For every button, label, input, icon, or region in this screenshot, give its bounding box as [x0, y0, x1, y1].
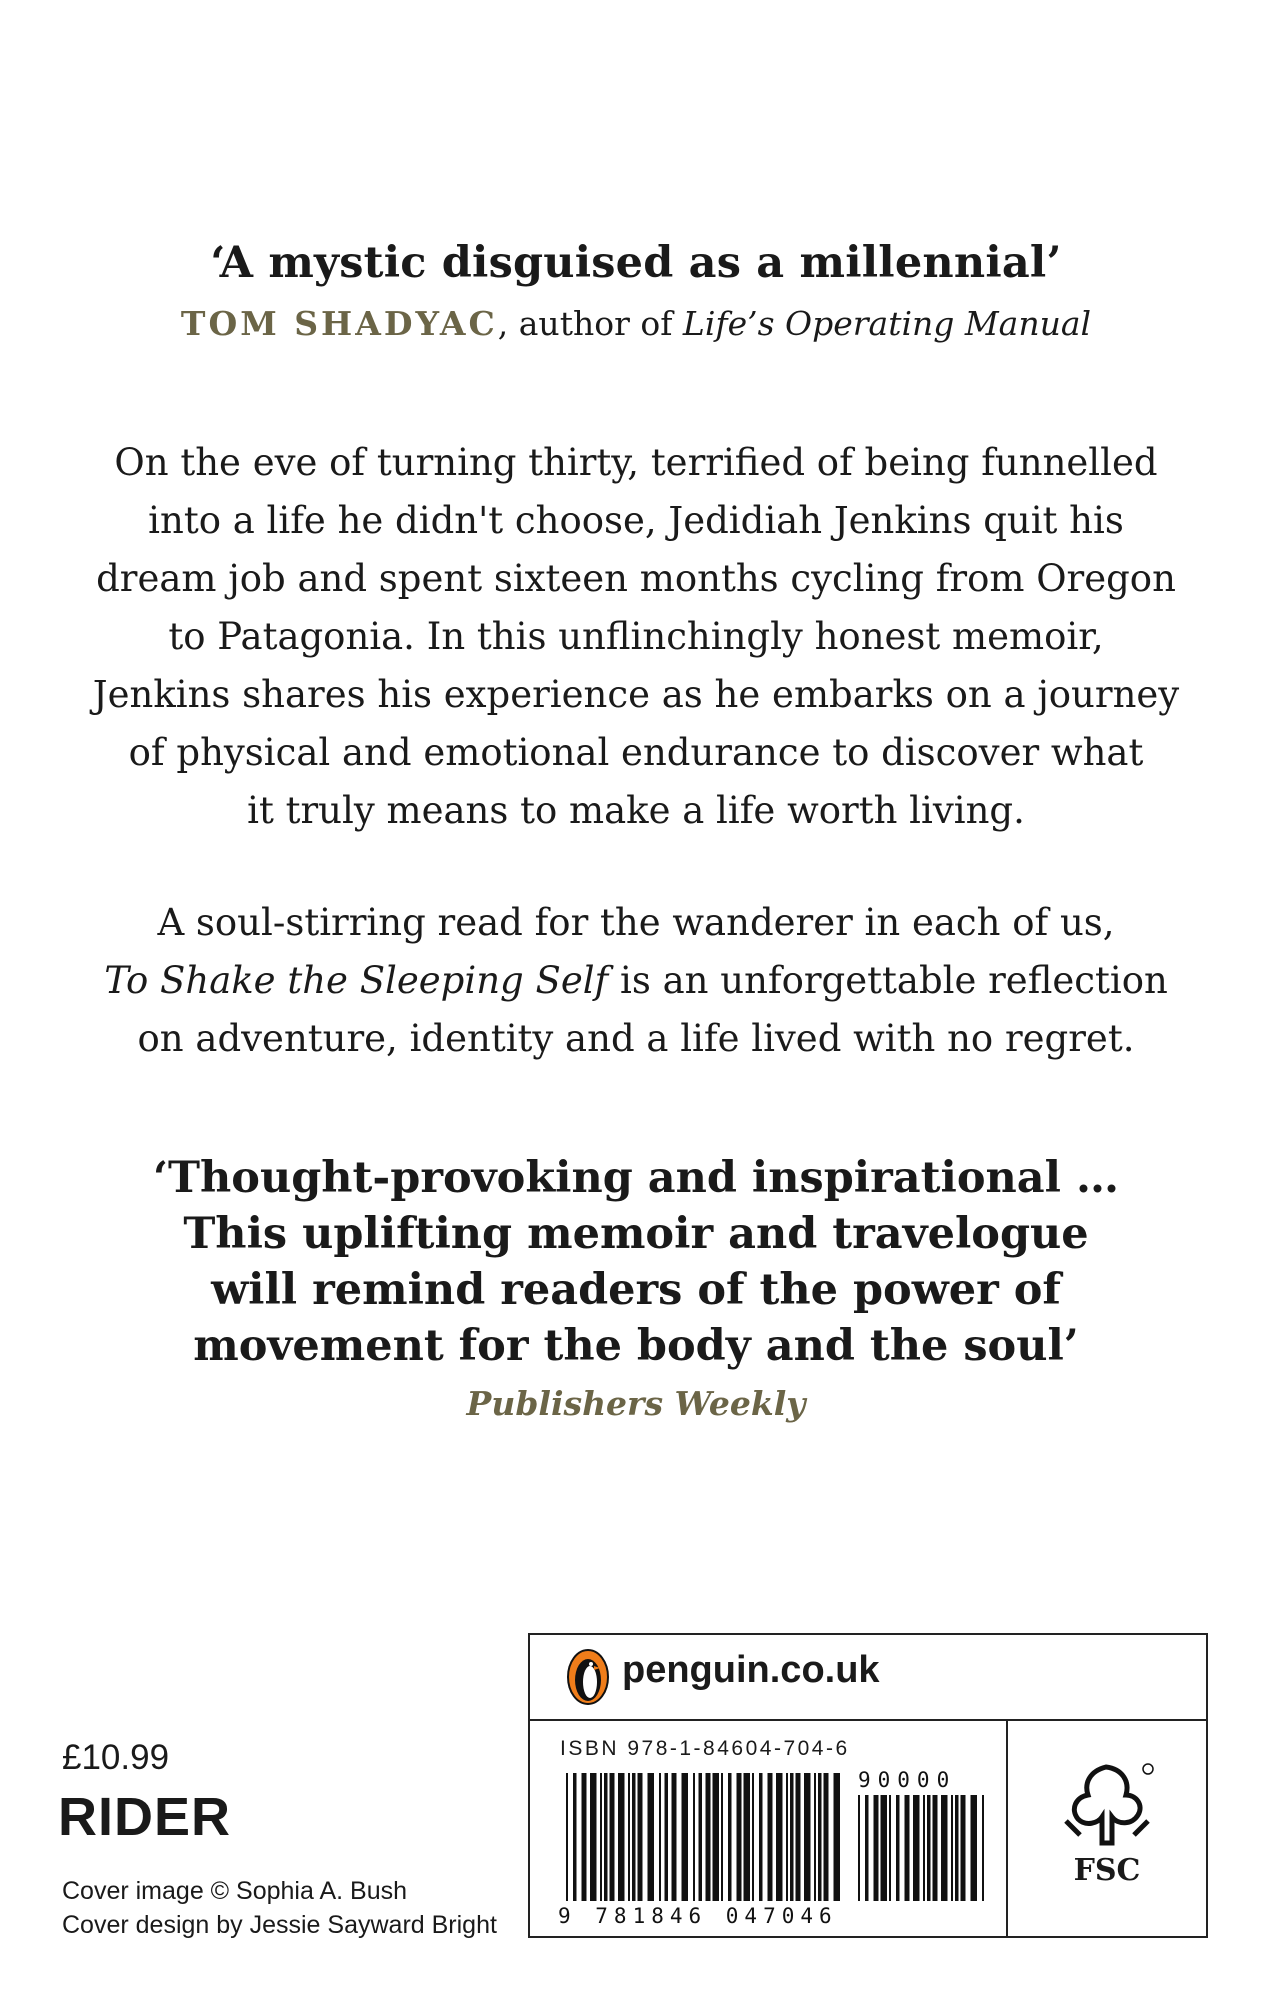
blurb-line: A soul-stirring read for the wanderer in each of us, [157, 901, 1115, 944]
barcode-icon [544, 1765, 994, 1925]
barcode-bar [933, 1795, 938, 1901]
review-source: Publishers Weekly [466, 1384, 806, 1423]
quote-author: TOM SHADYAC [180, 304, 498, 343]
barcode-bar [648, 1773, 655, 1901]
barcode-bar [590, 1773, 597, 1901]
blurb-line [0, 952, 1272, 1010]
barcode-bar [790, 1773, 794, 1901]
barcode-bar [814, 1773, 816, 1901]
barcode-bar [638, 1773, 643, 1901]
top-quote: ‘A mystic disguised as a millennial’ [210, 238, 1062, 288]
barcode-area [530, 1721, 1008, 1936]
barcode-bar [961, 1795, 966, 1901]
barcode-bar [889, 1795, 891, 1901]
fsc-tree-icon [1060, 1761, 1156, 1851]
isbn-number: ISBN 978-1-84604-704-6 [560, 1737, 850, 1760]
barcode-bar [665, 1773, 669, 1901]
barcode-bar [824, 1773, 829, 1901]
author-book-title: Life’s Operating Manual [682, 304, 1092, 343]
barcode-bar [941, 1795, 948, 1901]
blurb-line: On the eve of turning thirty, terrified of being funnelled [114, 441, 1158, 484]
barcode-box [528, 1633, 1208, 1938]
top-quote-attribution [0, 304, 1272, 343]
barcode-bar [721, 1773, 723, 1901]
barcode-bar [818, 1773, 822, 1901]
blurb-text: is an unforgettable reflection [608, 959, 1168, 1002]
blurb-paragraph-2 [0, 894, 1272, 1068]
barcode-bar [971, 1795, 978, 1901]
barcode-bar [874, 1795, 879, 1901]
barcode-bar [927, 1795, 931, 1901]
blurb-line: dream job and spent sixteen months cycling from Oregon [96, 557, 1176, 600]
barcode-bar [896, 1795, 900, 1901]
price: £10.99 [62, 1738, 170, 1777]
barcode-bar [786, 1773, 788, 1901]
barcode-bar [865, 1795, 869, 1901]
fsc-area [1008, 1721, 1206, 1936]
blurb-line: it truly means to make a life worth living. [247, 789, 1025, 832]
barcode-bar [951, 1795, 953, 1901]
barcode-bar [672, 1773, 677, 1901]
barcode-bar [759, 1773, 763, 1901]
blurb-line: into a life he didn't choose, Jedidiah Jenkins quit his [148, 499, 1124, 542]
barcode-bar [804, 1773, 811, 1901]
review-quote [0, 1150, 1272, 1374]
website-row [530, 1635, 1206, 1721]
barcode-bar [706, 1773, 711, 1901]
barcode-bar [834, 1773, 841, 1901]
barcode-bar [618, 1773, 625, 1901]
barcode-bar [796, 1773, 801, 1901]
penguin-logo-icon [566, 1648, 610, 1710]
blurb-line: on adventure, identity and a life lived with no regret. [137, 1017, 1135, 1060]
barcode-bar [923, 1795, 925, 1901]
barcode-bar [604, 1773, 608, 1901]
barcode-bar [905, 1795, 910, 1901]
book-title: To Shake the Sleeping Self [104, 959, 609, 1002]
barcode-bar [955, 1795, 959, 1901]
barcode-bar [713, 1773, 720, 1901]
barcode-bar [913, 1795, 920, 1901]
barcode-bar [982, 1795, 984, 1901]
barcode-bar [752, 1773, 754, 1901]
barcode-bar [682, 1773, 689, 1901]
cover-credits [62, 1874, 497, 1942]
fsc-label: FSC [1073, 1853, 1141, 1888]
blurb-line: Jenkins shares his experience as he embarks on a journey [92, 673, 1180, 716]
barcode-bar [566, 1773, 568, 1901]
publisher-logo: RIDER [58, 1787, 232, 1847]
cover-image-credit: Cover image © Sophia A. Bush [62, 1877, 407, 1905]
barcode-bar [744, 1773, 751, 1901]
barcode-bar [659, 1773, 661, 1901]
review-line: will remind readers of the power of [211, 1265, 1061, 1315]
author-suffix: , author of [497, 304, 683, 343]
blurb-paragraph-1 [0, 434, 1272, 840]
barcode-bar [628, 1773, 630, 1901]
blurb-line: of physical and emotional endurance to discover what [128, 731, 1144, 774]
barcode-bar [768, 1773, 773, 1901]
review-line: movement for the body and the soul’ [193, 1321, 1079, 1371]
blurb-line: to Patagonia. In this unflinchingly honest memoir, [168, 615, 1104, 658]
barcode-bar [693, 1773, 695, 1901]
review-line: ‘Thought-provoking and inspirational … [153, 1153, 1119, 1203]
barcode-bar [728, 1773, 732, 1901]
barcode-bar [582, 1773, 587, 1901]
price-code: 90000 [858, 1768, 957, 1792]
review-line: This uplifting memoir and travelogue [183, 1209, 1089, 1259]
website-url: penguin.co.uk [622, 1649, 880, 1691]
ean-digits: 9 781846 047046 [558, 1904, 838, 1925]
barcode-bar [699, 1773, 703, 1901]
barcode-bar [881, 1795, 888, 1901]
barcode-bar [573, 1773, 577, 1901]
barcode-bar [776, 1773, 783, 1901]
cover-design-credit: Cover design by Jessie Sayward Bright [62, 1911, 497, 1939]
barcode-bar [610, 1773, 615, 1901]
barcode-bar [858, 1795, 860, 1901]
barcode-bar [632, 1773, 636, 1901]
barcode-bar [600, 1773, 602, 1901]
barcode-bar [737, 1773, 742, 1901]
